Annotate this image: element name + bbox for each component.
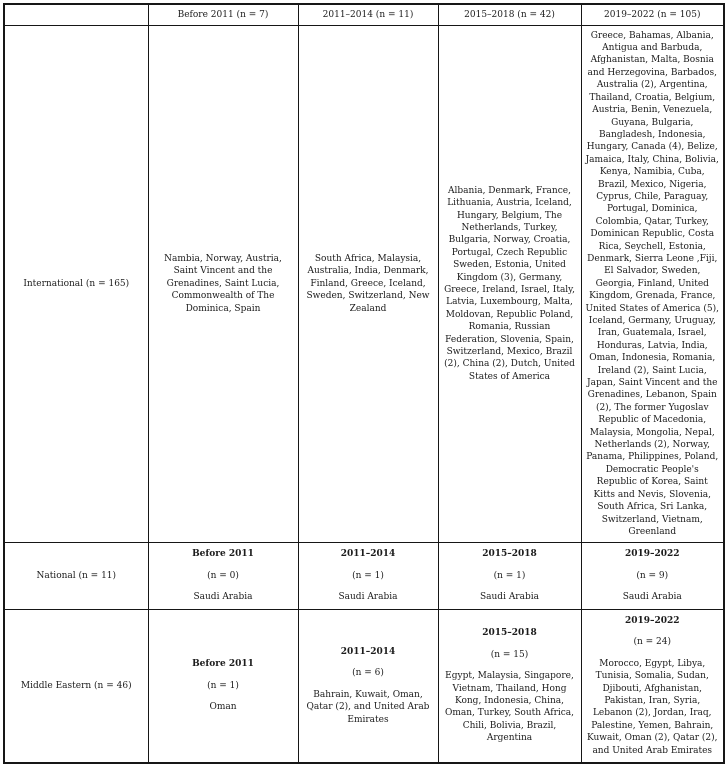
- row-middle-eastern: [4, 610, 724, 764]
- country-list: Morocco, Egypt, Libya, Tunisia, Somalia, Sudan, Djibouti, Afghanistan, Pakistan, Iran, Syria, Lebanon (2), Jordan, Iraq, Palestine, Yemen, Bahrain, Kuwait, Oman (2), Qatar (2), and United Arab Emirates: [586, 658, 718, 756]
- country-list: South Africa, Malaysia, Australia, India, Denmark, Finland, Greece, Iceland, Sweden, Switzerland, New Zealand: [306, 253, 430, 314]
- country-list: Nambia, Norway, Austria, Saint Vincent and the Grenadines, Saint Lucia, Commonwealth of The Dominica, Spain: [164, 253, 282, 314]
- header-row: [4, 4, 724, 26]
- header-corner-cell: [4, 4, 148, 26]
- period-count: (n = 15): [490, 649, 529, 660]
- period-title: 2011–2014: [340, 549, 396, 560]
- header-2011-2014: 2011–2014 (n = 11): [298, 4, 438, 26]
- studies-by-period-table: [3, 3, 725, 764]
- header-2015-2018: 2015–2018 (n = 42): [438, 4, 581, 26]
- period-title: 2019–2022: [624, 549, 680, 560]
- cell-national-before-2011: [148, 543, 298, 610]
- header-2019-2022: 2019–2022 (n = 105): [581, 4, 724, 26]
- period-title: 2015–2018: [482, 549, 537, 560]
- cell-middle-eastern-2019-2022: [581, 610, 724, 764]
- row-label-national: National (n = 11): [4, 543, 148, 610]
- country-list: Bahrain, Kuwait, Oman, Qatar (2), and United Arab Emirates: [306, 689, 430, 725]
- cell-international-2015-2018: [438, 26, 581, 543]
- row-label-international: International (n = 165): [4, 26, 148, 543]
- cell-national-2019-2022: [581, 543, 724, 610]
- country-list: Oman: [209, 702, 237, 713]
- cell-national-2011-2014: [298, 543, 438, 610]
- cell-international-2011-2014: [298, 26, 438, 543]
- country-list: Saudi Arabia: [479, 592, 539, 603]
- period-title: Before 2011: [192, 549, 254, 560]
- period-count: (n = 1): [207, 680, 239, 691]
- period-title: 2019–2022: [624, 615, 680, 626]
- row-label-middle-eastern: Middle Eastern (n = 46): [4, 610, 148, 764]
- period-title: 2011–2014: [340, 646, 396, 657]
- cell-middle-eastern-2011-2014: [298, 610, 438, 764]
- cell-international-2019-2022: [581, 26, 724, 543]
- cell-middle-eastern-2015-2018: [438, 610, 581, 764]
- period-count: (n = 0): [207, 570, 239, 581]
- header-before-2011: Before 2011 (n = 7): [148, 4, 298, 26]
- row-national: [4, 543, 724, 610]
- country-list: Greece, Bahamas, Albania, Antigua and Barbuda, Afghanistan, Malta, Bosnia and Herzegovina, Barbados, Australia (2), Argentina, Thailand, Croatia, Belgium, Austria, Benin, Venezuela, Guyana, Bulgaria, Bangladesh, Indonesia, Hungary, Canada (4), Belize, Jamaica, Italy, China, Bolivia, Kenya, Namibia, Cuba, Brazil, Mexico, Nigeria, Cyprus, Chile, Paraguay, Portugal, Dominica, Colombia, Qatar, Turkey, Dominican Republic, Costa Rica, Seychell, Estonia, Denmark, Sierra Leone ,Fiji, El Salvador, Sweden, Georgia, Finland, United Kingdom, Grenada, France, United States of America (5), Iceland, Germany, Uruguay, Iran, Guatemala, Israel, Honduras, Latvia, India, Oman, Indonesia, Romania, Ireland (2), Saint Lucia, Japan, Saint Vincent and the Grenadines, Lebanon, Spain (2), The former Yugoslav Republic of Macedonia, Malaysia, Mongolia, Nepal, Netherlands (2), Norway, Panama, Philippines, Poland, Democratic People's Republic of Korea, Saint Kitts and Nevis, Slovenia, South Africa, Sri Lanka, Switzerland, Vietnam, Greenland: [585, 30, 719, 537]
- period-title: 2015–2018: [482, 628, 537, 639]
- cell-middle-eastern-before-2011: [148, 610, 298, 764]
- period-count: (n = 24): [633, 637, 672, 648]
- period-count: (n = 6): [352, 668, 384, 679]
- period-count: (n = 9): [636, 570, 669, 581]
- row-international: [4, 26, 724, 543]
- country-list: Egypt, Malaysia, Singapore, Vietnam, Thailand, Hong Kong, Indonesia, China, Oman, Turkey, South Africa, Chili, Bolivia, Brazil, Argentina: [444, 671, 575, 744]
- period-count: (n = 1): [493, 570, 526, 581]
- country-list: Saudi Arabia: [193, 592, 253, 603]
- period-title: Before 2011: [192, 659, 254, 670]
- cell-international-before-2011: [148, 26, 298, 543]
- period-count: (n = 1): [352, 570, 384, 581]
- country-list: Saudi Arabia: [338, 592, 398, 603]
- country-list: Albania, Denmark, France, Lithuania, Austria, Iceland, Hungary, Belgium, The Netherlands, Turkey, Bulgaria, Norway, Croatia, Portugal, Czech Republic Sweden, Estonia, United Kingdom (3), Germany, Greece, Ireland, Israel, Italy, Latvia, Luxembourg, Malta, Moldovan, Republic Poland, Romania, Russian Federation, Slovenia, Spain, Switzerland, Mexico, Brazil (2), China (2), Dutch, United States of America: [444, 185, 575, 382]
- cell-national-2015-2018: [438, 543, 581, 610]
- country-list: Saudi Arabia: [622, 592, 682, 603]
